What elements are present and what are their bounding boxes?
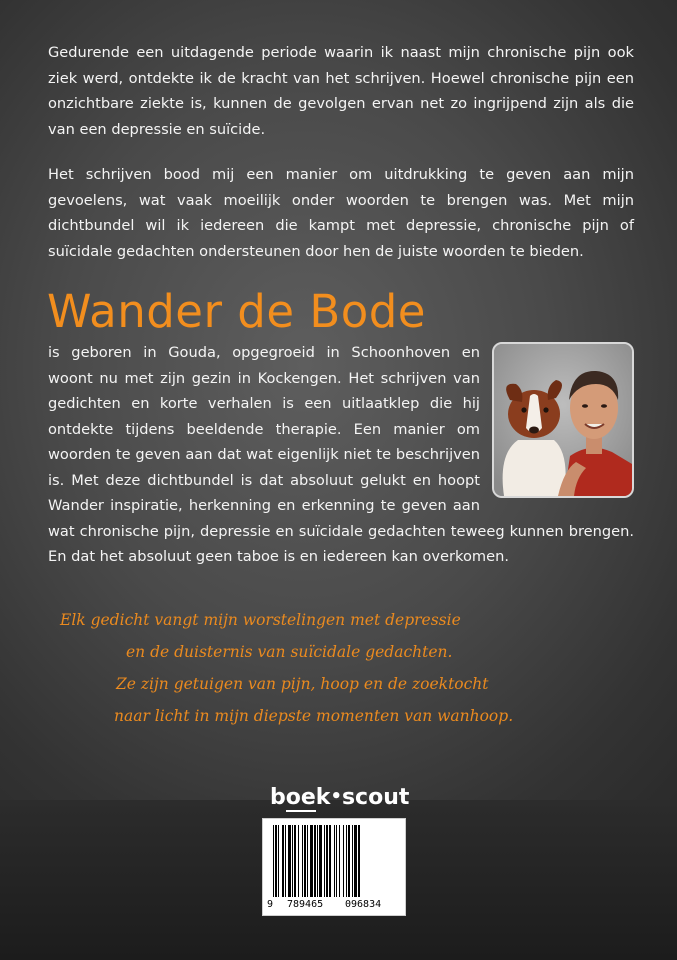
publisher-logo-b: b [270,785,286,810]
barcode-bar [304,825,306,897]
barcode-bar [285,825,286,897]
barcode-bar [282,825,284,897]
poem-line: Ze zijn getuigen van pijn, hoop en de zoektocht [116,675,489,693]
poem-line: naar licht in mijn diepste momenten van wanhoop. [114,707,514,725]
poem-line: Elk gedicht vangt mijn worstelingen met depressie [60,611,461,629]
poem-line: en de duisternis van suïcidale gedachten. [126,643,453,661]
barcode-bar [354,825,357,897]
intro-paragraph-1: Gedurende een uitdagende periode waarin ik naast mijn chronische pijn ook ziek werd, ontdekte ik de kracht van het schrijven. Hoewel chronische pijn een onzichtbare ziekte is, kunnen de gevolgen ervan net zo ingrijpend zijn als die van een depressie en suïcide. [48,44,634,138]
author-name: Wander de Bode [47,285,426,338]
barcode-bar [278,825,279,897]
barcode-bar [314,825,316,897]
publisher-logo-scout: scout [341,785,410,810]
barcode-digit-first: 9 [267,899,274,910]
barcode-bar [336,825,337,897]
barcode-bar [298,825,299,897]
barcode-bar [273,825,274,897]
barcode-bar [348,825,350,897]
barcode-bar [307,825,308,897]
barcode-bar [288,825,291,897]
publisher-logo-dot: • [330,786,342,807]
author-bio-text: is geboren in Gouda, opgegroeid in Schoonhoven en woont nu met zijn gezin in Kockengen. Het schrijven van gedichten en korte verhalen is een uitlaatklep die hij ontdekte tijdens beeldende therapie. Een manier om woorden te geven aan dat wat eigenlijk niet te beschrijven is. Met deze dichtbundel is dat absoluut gelukt en hoopt Wander inspiratie, herkenning en erkenning te geven aan wat chronische pijn, depressie en suïcidale gedachten teweeg kunnen brengen. En dat het absoluut geen taboe is en iedereen kan overkomen. [48,344,634,565]
publisher-logo-k: k [315,785,331,810]
barcode-bar [310,825,313,897]
barcode-bars [263,819,405,901]
barcode-bar [339,825,340,897]
barcode-bar [319,825,322,897]
barcode-bar [292,825,293,897]
barcode-bar [302,825,303,897]
barcode-bar [317,825,318,897]
barcode-bar [346,825,347,897]
barcode-bar [324,825,325,897]
barcode-bar [329,825,331,897]
author-photo [492,342,634,498]
barcode-digit-group-1: 789465 [287,899,324,910]
barcode-bar [343,825,344,897]
publisher-logo-oe: oe [285,785,316,810]
barcode-digit-group-2: 096834 [345,899,382,910]
barcode-bar [294,825,296,897]
barcode-bar [326,825,328,897]
isbn-barcode [262,818,406,916]
barcode-bar [358,825,360,897]
poem-excerpt [60,604,640,732]
publisher-logo [270,785,409,810]
barcode-bar [275,825,277,897]
barcode-digits [263,899,405,913]
barcode-bar [352,825,353,897]
barcode-bar [334,825,335,897]
author-with-dog-image [494,344,632,496]
intro-paragraph-2: Het schrijven bood mij een manier om uitdrukking te geven aan mijn gevoelens, wat vaak moeilijk onder woorden te brengen was. Met mijn dichtbundel wil ik iedereen die kampt met depressie, chronische pijn of suïcidale gedachten ondersteunen door hen de juiste woorden te bieden. [48,166,634,260]
author-bio [48,340,634,570]
